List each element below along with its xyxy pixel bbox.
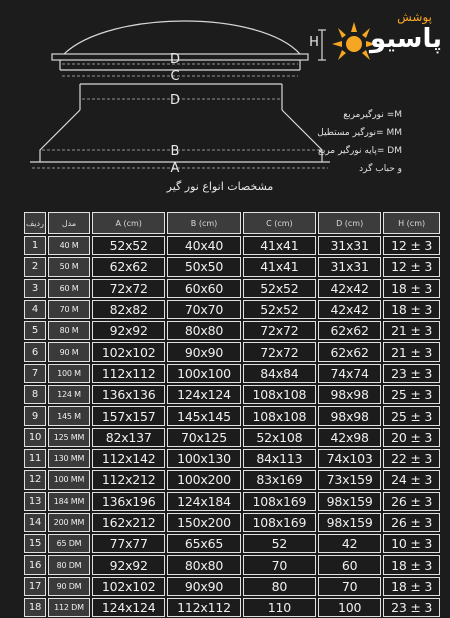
cell-index: 11 (24, 449, 46, 468)
cell-c: 108x169 (243, 492, 316, 511)
spec-table-body (24, 236, 440, 617)
cell-h: 18 ± 3 (383, 555, 440, 574)
cell-index: 14 (24, 513, 46, 532)
cell-b: 90x90 (167, 577, 240, 596)
label-D-mid: D (169, 93, 181, 108)
cell-d: 42x98 (318, 428, 381, 447)
cell-model: 90 M (48, 342, 90, 361)
cell-h: 21 ± 3 (383, 342, 440, 361)
cell-d: 74x74 (318, 364, 381, 383)
cell-model: 112 DM (48, 598, 90, 617)
cell-c: 52 (243, 534, 316, 553)
cell-index: 1 (24, 236, 46, 255)
cell-b: 60x60 (167, 279, 240, 298)
cell-b: 90x90 (167, 342, 240, 361)
cell-d: 42x42 (318, 279, 381, 298)
cell-model: 40 M (48, 236, 90, 255)
table-row (24, 257, 440, 276)
cell-model: 80 M (48, 321, 90, 340)
cell-model: 80 DM (48, 555, 90, 574)
cell-index: 8 (24, 385, 46, 404)
table-row (24, 513, 440, 532)
table-row (24, 385, 440, 404)
model-legend (252, 106, 402, 178)
table-row (24, 236, 440, 255)
cell-d: 42x42 (318, 300, 381, 319)
cell-index: 3 (24, 279, 46, 298)
cell-index: 4 (24, 300, 46, 319)
cell-a: 92x92 (92, 321, 165, 340)
table-row (24, 555, 440, 574)
table-row (24, 342, 440, 361)
cell-b: 80x80 (167, 321, 240, 340)
brand-name: پاسیو (369, 24, 442, 54)
cell-b: 80x80 (167, 555, 240, 574)
cell-h: 23 ± 3 (383, 364, 440, 383)
cell-h: 25 ± 3 (383, 385, 440, 404)
cell-h: 22 ± 3 (383, 449, 440, 468)
header-model: مدل (48, 212, 90, 234)
table-row (24, 449, 440, 468)
cell-a: 82x137 (92, 428, 165, 447)
cell-h: 26 ± 3 (383, 513, 440, 532)
cell-b: 100x200 (167, 470, 240, 489)
cell-index: 6 (24, 342, 46, 361)
brand-subtitle: پوشش (397, 10, 432, 24)
cell-d: 98x98 (318, 385, 381, 404)
cell-c: 70 (243, 555, 316, 574)
cell-d: 62x62 (318, 321, 381, 340)
cell-a: 124x124 (92, 598, 165, 617)
brand-logo (326, 6, 444, 84)
legend-item: و حباب گرد (359, 164, 402, 174)
table-row (24, 577, 440, 596)
cell-index: 18 (24, 598, 46, 617)
cell-a: 102x102 (92, 577, 165, 596)
cell-a: 82x82 (92, 300, 165, 319)
cell-index: 15 (24, 534, 46, 553)
header-b: B (cm) (167, 212, 240, 234)
cell-model: 100 MM (48, 470, 90, 489)
cell-a: 102x102 (92, 342, 165, 361)
cell-b: 100x100 (167, 364, 240, 383)
dome-outline (64, 21, 300, 54)
cell-model: 90 DM (48, 577, 90, 596)
header-index: ردیف (24, 212, 46, 234)
cell-index: 12 (24, 470, 46, 489)
cell-h: 25 ± 3 (383, 406, 440, 425)
cell-index: 2 (24, 257, 46, 276)
label-D-top: D (169, 52, 181, 67)
cell-a: 72x72 (92, 279, 165, 298)
cell-h: 18 ± 3 (383, 300, 440, 319)
cell-a: 136x136 (92, 385, 165, 404)
cell-c: 72x72 (243, 342, 316, 361)
cell-model: 65 DM (48, 534, 90, 553)
cell-model: 200 MM (48, 513, 90, 532)
cell-c: 52x52 (243, 300, 316, 319)
table-row (24, 428, 440, 447)
cell-d: 31x31 (318, 236, 381, 255)
cell-model: 125 MM (48, 428, 90, 447)
cell-c: 108x108 (243, 385, 316, 404)
cell-index: 5 (24, 321, 46, 340)
cell-c: 80 (243, 577, 316, 596)
table-row (24, 492, 440, 511)
cell-h: 21 ± 3 (383, 321, 440, 340)
cell-h: 18 ± 3 (383, 279, 440, 298)
table-row (24, 321, 440, 340)
cell-d: 60 (318, 555, 381, 574)
cell-b: 124x184 (167, 492, 240, 511)
legend-item: M= نورگیرمربع (343, 110, 402, 120)
cell-index: 16 (24, 555, 46, 574)
cell-h: 10 ± 3 (383, 534, 440, 553)
cell-d: 42 (318, 534, 381, 553)
cell-b: 150x200 (167, 513, 240, 532)
cell-c: 83x169 (243, 470, 316, 489)
cell-index: 17 (24, 577, 46, 596)
cell-a: 77x77 (92, 534, 165, 553)
cell-a: 136x196 (92, 492, 165, 511)
cell-h: 26 ± 3 (383, 492, 440, 511)
cell-model: 50 M (48, 257, 90, 276)
cell-d: 70 (318, 577, 381, 596)
cell-b: 40x40 (167, 236, 240, 255)
table-row (24, 406, 440, 425)
cell-d: 98x159 (318, 513, 381, 532)
cell-a: 92x92 (92, 555, 165, 574)
cell-c: 52x108 (243, 428, 316, 447)
cell-index: 13 (24, 492, 46, 511)
cell-index: 9 (24, 406, 46, 425)
label-B: B (170, 144, 180, 159)
cell-index: 10 (24, 428, 46, 447)
cell-h: 24 ± 3 (383, 470, 440, 489)
cell-d: 98x159 (318, 492, 381, 511)
cell-h: 20 ± 3 (383, 428, 440, 447)
cell-model: 124 M (48, 385, 90, 404)
cell-a: 112x112 (92, 364, 165, 383)
header-h: H (cm) (383, 212, 440, 234)
cell-d: 31x31 (318, 257, 381, 276)
cell-h: 12 ± 3 (383, 236, 440, 255)
cell-c: 41x41 (243, 257, 316, 276)
cell-model: 60 M (48, 279, 90, 298)
cell-model: 70 M (48, 300, 90, 319)
label-A: A (170, 161, 180, 176)
cell-model: 130 MM (48, 449, 90, 468)
cell-a: 52x52 (92, 236, 165, 255)
cell-model: 145 M (48, 406, 90, 425)
cell-model: 184 MM (48, 492, 90, 511)
cell-h: 12 ± 3 (383, 257, 440, 276)
cell-a: 62x62 (92, 257, 165, 276)
cell-a: 112x142 (92, 449, 165, 468)
header-d: D (cm) (318, 212, 381, 234)
cell-d: 62x62 (318, 342, 381, 361)
cell-b: 100x130 (167, 449, 240, 468)
header-a: A (cm) (92, 212, 165, 234)
cell-c: 108x169 (243, 513, 316, 532)
cell-model: 100 M (48, 364, 90, 383)
cell-a: 162x212 (92, 513, 165, 532)
cell-c: 52x52 (243, 279, 316, 298)
cell-c: 84x84 (243, 364, 316, 383)
cell-index: 7 (24, 364, 46, 383)
cell-h: 23 ± 3 (383, 598, 440, 617)
cell-d: 100 (318, 598, 381, 617)
cell-c: 108x108 (243, 406, 316, 425)
cell-b: 112x112 (167, 598, 240, 617)
cell-b: 65x65 (167, 534, 240, 553)
cell-b: 70x70 (167, 300, 240, 319)
cell-b: 70x125 (167, 428, 240, 447)
table-row (24, 598, 440, 617)
table-row (24, 300, 440, 319)
label-C: C (170, 69, 180, 84)
legend-item: DM =پایه نورگیر مربع (318, 146, 402, 156)
cell-h: 18 ± 3 (383, 577, 440, 596)
table-row (24, 534, 440, 553)
table-row (24, 279, 440, 298)
cell-c: 84x113 (243, 449, 316, 468)
cell-b: 145x145 (167, 406, 240, 425)
cell-c: 110 (243, 598, 316, 617)
cell-c: 41x41 (243, 236, 316, 255)
label-H: H (309, 35, 319, 50)
spec-table (22, 210, 442, 618)
table-row (24, 470, 440, 489)
legend-item: MM =نورگیر مستطیل (317, 128, 402, 138)
cell-b: 50x50 (167, 257, 240, 276)
cell-a: 157x157 (92, 406, 165, 425)
cell-a: 112x212 (92, 470, 165, 489)
cell-c: 72x72 (243, 321, 316, 340)
cell-d: 98x98 (318, 406, 381, 425)
cell-d: 74x103 (318, 449, 381, 468)
header-c: C (cm) (243, 212, 316, 234)
cell-d: 73x159 (318, 470, 381, 489)
cell-b: 124x124 (167, 385, 240, 404)
table-row (24, 364, 440, 383)
table-title: مشخصات انواع نور گیر (166, 180, 274, 193)
table-header-row (24, 212, 440, 234)
